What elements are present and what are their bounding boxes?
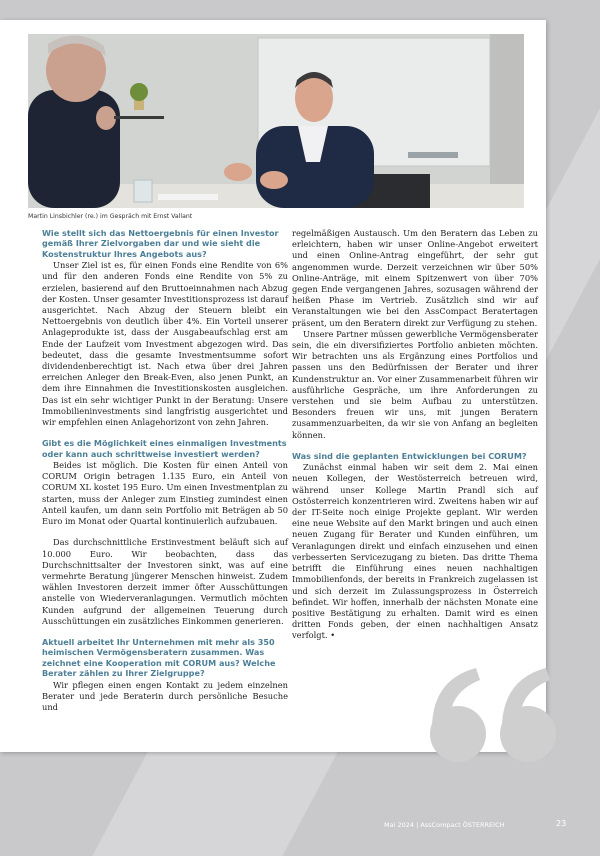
answer-paragraph: Zunächst einmal haben wir seit dem 2. Mai einen neuen Kollegen, der Westösterreich betreuen wird, während unser Kollege Martin Prandl sich auf Ostösterreich konzentrieren wird. Zweitens haben wir auf der IT-Seite noch einige Projekte geplant. Wir werden eine neue Website auf den Markt bringen und auch einen neuen Zugang für Berater und Kunden einführen, um Veranlagungen direkt und einfach einzusehen und einen verbesserten Servicezugang zu bieten. Das dritte Thema betrifft die Einführung eines neuen nachhaltigen Immobilienfonds, der bereits in Frankreich zugelassen ist und sich derzeit im Zulassungsprozess in Österreich befindet. Wir hoffen, innerhalb der nächsten Monate eine positive Bestätigung zu erhalten. Damit wird es einen dritten Fonds geben, der einen nachhaltigen Ansatz verfolgt. • (292, 462, 538, 641)
interview-question: Gibt es die Möglichkeit eines einmaligen Investments oder kann auch schrittweise investiert werden? (42, 438, 287, 459)
answer-paragraph: Beides ist möglich. Die Kosten für einen Anteil von CORUM Origin betragen 1.135 Euro, ein Anteil von CORUM XL kostet 195 Euro. Um einen Investmentplan zu starten, muss der Anleger zum Einstieg zumindest einen Anteil kaufen, um dann sein Portfolio mit Beträgen ab 50 Euro im Monat oder Quartal kontinuierlich aufzubauen. (42, 460, 288, 527)
answer-paragraph: Das durchschnittliche Erstinvestment beläuft sich auf 10.000 Euro. Wir beobachten, dass das Durchschnittsalter der Investoren sinkt, was auf eine vermehrte Beratung jüngerer Menschen hinweist. Zudem wählen Investoren derzeit immer öfter Ausschüttungen anstelle von Wiederveranlagungen. Vermutlich möchten Kunden aufgrund der allgemeinen Teuerung durch Ausschüttungen ein zusätzliches Einkommen generieren. (42, 537, 288, 626)
answer-paragraph: Unser Ziel ist es, für einen Fonds eine Rendite von 6% und für den anderen Fonds eine Rendite von 5% zu erzielen, basierend auf den Bruttoeinnahmen nach Abzug der Kosten. Unser gesamter Investitionsprozess ist darauf ausgerichtet. Nach Abzug der Steuern bleibt ein Nettoergebnis von deutlich über 4%. Ein Vorteil unserer Anlageprodukte ist, dass der Ausgabeaufschlag erst am Ende der Laufzeit vom Investment abgezogen wird. Das bedeutet, dass die gesamte Investmentsumme sofort dividendenberechtigt ist. Nach etwa über drei Jahren erreichen Anleger den Break-Even, also jenen Punkt, an dem ihre Einnahmen die Investitionskosten ausgleichen. Das ist ein sehr wichtiger Punkt in der Beratung: Unsere Immobilieninvestments sind langfristig ausgerichtet und wir empfehlen einen Anlagehorizont von zehn Jahren. (42, 260, 288, 428)
footer-issue-label: Mai 2024 | AssCompact ÖSTERREICH (384, 821, 505, 829)
photo-caption: Martin Linsbichler (re.) im Gespräch mit Ernst Vallant (28, 213, 193, 220)
right-text-column (292, 228, 538, 642)
interview-question: Was sind die geplanten Entwicklungen bei CORUM? (292, 450, 527, 461)
interview-question: Wie stellt sich das Nettoergebnis für einen Investor gemäß Ihrer Zielvorgaben dar und wie sieht die Kostenstruktur Ihres Angebots aus? (42, 228, 279, 259)
left-text-column (42, 228, 288, 713)
answer-paragraph: regelmäßigen Austausch. Um den Beratern das Leben zu erleichtern, haben wir unser Online-Angebot erweitert und einen Online-Antrag eingeführt, der sehr gut angenommen wurde. Derzeit verzeichnen wir über 50% Online-Anträge, mit einem Spitzenwert von über 70% gegen Ende vergangenen Jahres, sozusagen während der heißen Phase im Vertrieb. Zusätzlich sind wir auf Veranstaltungen wie bei den AssCompact Beratertagen präsent, um den Beratern direkt zur Verfügung zu stehen. (292, 228, 538, 328)
answer-paragraph: Unsere Partner müssen gewerbliche Vermögensberater sein, die ein diversifiziertes Portfolio anbieten möchten. Wir betrachten uns als Ergänzung eines Portfolios und passen uns den Bedürfnissen der Berater und ihrer Kundenstruktur an. Vor einer Zusammenarbeit führen wir ausführliche Gespräche, um ihre Anforderungen zu verstehen und sie beim Aufbau zu unterstützen. Besonders freuen wir uns, mit jungen Beratern zusammenzuarbeiten, da wir sie von Anfang an begleiten können. (292, 328, 538, 440)
quote-mark-icon (420, 660, 570, 770)
answer-paragraph: Wir pflegen einen engen Kontakt zu jedem einzelnen Berater und jede Beraterin durch persönliche Besuche und (42, 679, 288, 712)
page-number: 23 (556, 819, 567, 828)
paragraph-gap (42, 428, 288, 438)
magazine-page (0, 20, 546, 752)
paragraph-gap (292, 441, 538, 451)
interview-photo (28, 34, 524, 208)
paragraph-gap (42, 527, 288, 537)
interview-question: Aktuell arbeitet Ihr Unternehmen mit mehr als 350 heimischen Vermögensberatern zusammen. Was zeichnet eine Kooperation mit CORUM aus? Welche Berater zählen zu Ihrer Zielgruppe? (42, 636, 276, 679)
paragraph-gap (42, 627, 288, 637)
